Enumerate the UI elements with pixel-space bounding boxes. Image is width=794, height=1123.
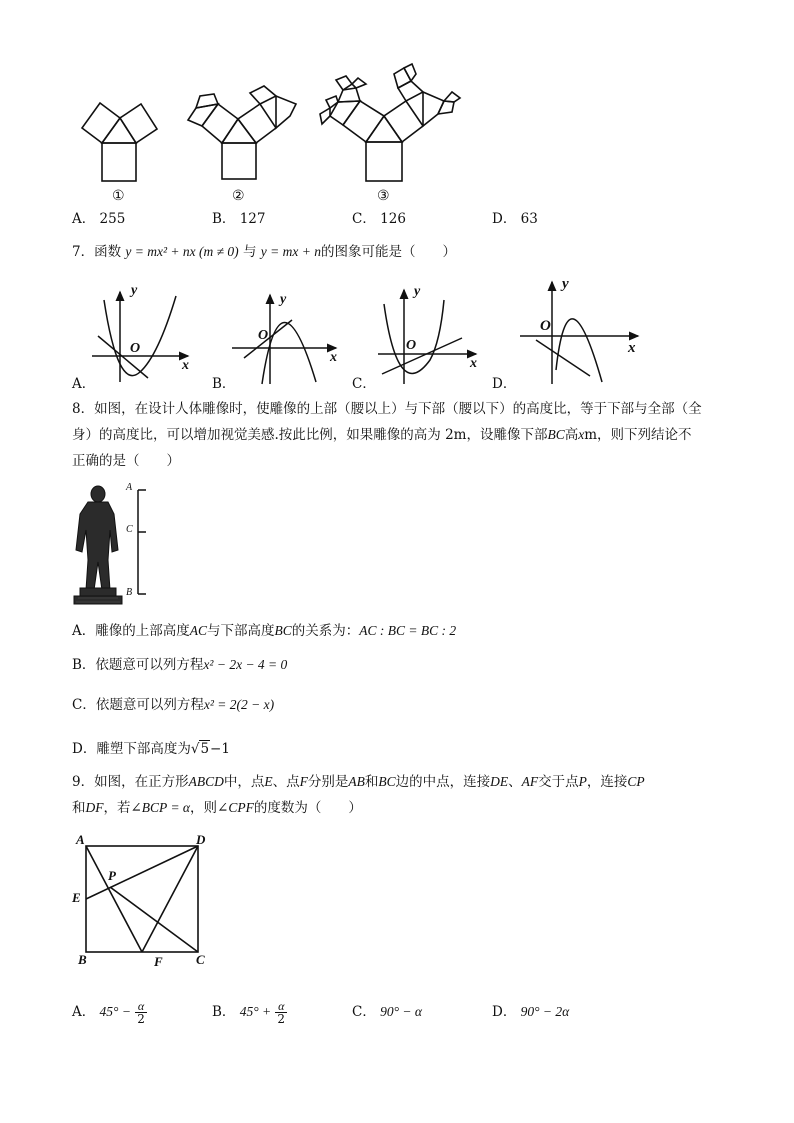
q9-option-c[interactable] xyxy=(352,995,422,1029)
q8-stem-line-1: 8．如图，在设计人体雕像时，使雕像的上部（腰以上）与下部（腰以下）的高度比，等于下部与全部（全 xyxy=(72,401,702,417)
q7a-x-label: x xyxy=(182,358,189,373)
q8-optb-a: B．依题意可以列方程 xyxy=(72,657,204,673)
option-text: 63 xyxy=(520,211,538,227)
q8-optc-a: C．依题意可以列方程 xyxy=(72,697,204,713)
q7d-x-label: x xyxy=(628,340,636,356)
statue-label-c: C xyxy=(126,524,133,535)
q9-l1-b: 中，点 xyxy=(223,774,265,790)
option-pre: 90° − 2α xyxy=(520,1004,570,1019)
q7d-origin: O xyxy=(540,318,551,334)
statue-label-a: A xyxy=(126,482,133,493)
q9-l1-f2: 边的中点，连接 xyxy=(395,774,491,790)
q8-opta-b: 与下部高度 xyxy=(207,623,275,639)
q7c-origin: O xyxy=(406,338,417,353)
statue-label-b: B xyxy=(126,587,133,598)
option-letter: A． xyxy=(72,211,96,227)
q7a-origin: O xyxy=(130,341,141,356)
q8-optd-a: D．雕塑下部高度为 xyxy=(72,741,191,757)
q9-l2-df: DF xyxy=(85,800,104,815)
figure-label-2: ② xyxy=(232,188,245,204)
q7-option-c[interactable]: C． xyxy=(352,376,376,392)
option-letter: C． xyxy=(352,1004,376,1020)
q8-line2-b: 高 xyxy=(564,427,579,443)
q9-l1-cp: CP xyxy=(627,774,645,789)
option-letter: A． xyxy=(72,1004,96,1020)
square-label-p: P xyxy=(108,868,116,883)
figure-label-3: ③ xyxy=(377,188,390,204)
square-label-d: D xyxy=(196,832,206,847)
q8-optb-eq: x² − 2x − 4 = 0 xyxy=(203,657,288,672)
q9-l1-e: E xyxy=(264,774,273,789)
square-label-e: E xyxy=(72,890,81,905)
q8-opta-a: A．雕像的上部高度 xyxy=(72,623,190,639)
sqrt-symbol: √ xyxy=(190,741,200,757)
q9-l1-g: 、 xyxy=(508,774,522,790)
fraction xyxy=(135,1000,147,1025)
option-letter: C． xyxy=(352,211,376,227)
q9-l1-i: ，连接 xyxy=(586,774,628,790)
q7d-y-label: y xyxy=(562,276,569,292)
q9-l1-e2: 和 xyxy=(364,774,379,790)
q8-opta-ac: AC xyxy=(189,623,208,638)
q9-l1-de: DE xyxy=(490,774,509,789)
q8-optd-root: 5 xyxy=(200,741,210,757)
q8-optc-eq: x² = 2(2 − x) xyxy=(203,697,275,712)
q8-opta-c: 的关系为： xyxy=(291,623,360,639)
square-label-a: A xyxy=(76,832,85,847)
square-label-c: C xyxy=(196,952,205,967)
q8-line2-bc: BC xyxy=(547,427,565,442)
option-letter: D． xyxy=(492,1004,517,1020)
q9-l1-af: AF xyxy=(521,774,539,789)
q7-option-b[interactable]: B． xyxy=(212,376,236,392)
fraction-numerator: α xyxy=(135,1000,147,1013)
q8-line2-c: m，则下列结论不 xyxy=(584,427,692,443)
q8-line2-x: x xyxy=(578,427,585,442)
q9-option-b[interactable] xyxy=(212,995,287,1029)
q8-line2-a: 身）的高度比，可以增加视觉美感.按此比例，如果雕像的高为 2m，设雕像下部 xyxy=(72,427,548,443)
q9-l1-c: 、点 xyxy=(272,774,300,790)
q9-l2-d: 的度数为（ ） xyxy=(253,800,362,816)
option-pre: 45° + xyxy=(239,1004,272,1019)
option-letter: B． xyxy=(212,211,236,227)
fraction xyxy=(275,1000,287,1025)
q7-stem-c: 的图象可能是（ ） xyxy=(320,244,456,260)
fraction-denominator: 2 xyxy=(137,1012,145,1026)
q7c-y-label: y xyxy=(414,284,421,299)
fraction-numerator: α xyxy=(275,1000,287,1013)
q9-l2-eq: ∠BCP = α xyxy=(130,800,191,815)
square-label-f: F xyxy=(154,954,163,969)
q7b-y-label: y xyxy=(280,292,287,307)
q9-l1-h: 交于点 xyxy=(538,774,579,790)
option-letter: B． xyxy=(212,1004,236,1020)
q9-l1-ab: AB xyxy=(348,774,365,789)
q7c-x-label: x xyxy=(470,356,477,371)
option-text: 126 xyxy=(380,211,406,227)
option-letter: D． xyxy=(492,211,517,227)
option-text: 255 xyxy=(99,211,126,227)
q8-stem-line-3: 正确的是（ ） xyxy=(72,453,180,469)
figure-label-1: ① xyxy=(112,188,125,204)
q9-l1-a: 9．如图，在正方形 xyxy=(72,774,189,790)
option-pre: 90° − α xyxy=(380,1004,422,1019)
q7-option-d[interactable]: D． xyxy=(492,376,517,392)
q9-l2-a: 和 xyxy=(72,800,86,816)
q9-l1-d: 分别是 xyxy=(307,774,349,790)
q7-stem-a: 函数 xyxy=(94,244,122,260)
q7a-y-label: y xyxy=(131,283,138,298)
fraction-denominator: 2 xyxy=(277,1012,286,1026)
q7-stem-b: 与 xyxy=(242,244,257,260)
option-pre: 45° − xyxy=(99,1004,131,1019)
q9-l1-abcd: ABCD xyxy=(188,774,224,789)
q9-l1-f: F xyxy=(299,774,308,789)
q7b-x-label: x xyxy=(330,350,337,365)
q8-opta-bc: BC xyxy=(274,623,292,638)
q7-number: 7． xyxy=(72,244,95,260)
q9-l2-b: ，若 xyxy=(103,800,131,816)
q8-opta-eq: AC : BC = BC : 2 xyxy=(359,623,457,638)
q9-option-a[interactable] xyxy=(72,995,147,1029)
q9-l1-bc: BC xyxy=(378,774,396,789)
q8-optd-tail: −1 xyxy=(210,741,230,757)
q7-option-a[interactable]: A． xyxy=(72,376,96,392)
q7-equation-1: y = mx² + nx (m ≠ 0) xyxy=(125,244,239,259)
q9-l2-c: ，则 xyxy=(190,800,218,816)
q9-l1-p: P xyxy=(578,774,587,789)
q9-option-d[interactable] xyxy=(492,995,569,1029)
q7-equation-2: y = mx + n xyxy=(260,244,321,259)
q7b-origin: O xyxy=(258,328,269,343)
square-label-b: B xyxy=(78,952,87,967)
option-text: 127 xyxy=(239,211,266,227)
q9-l2-angle: ∠CPF xyxy=(217,800,254,815)
